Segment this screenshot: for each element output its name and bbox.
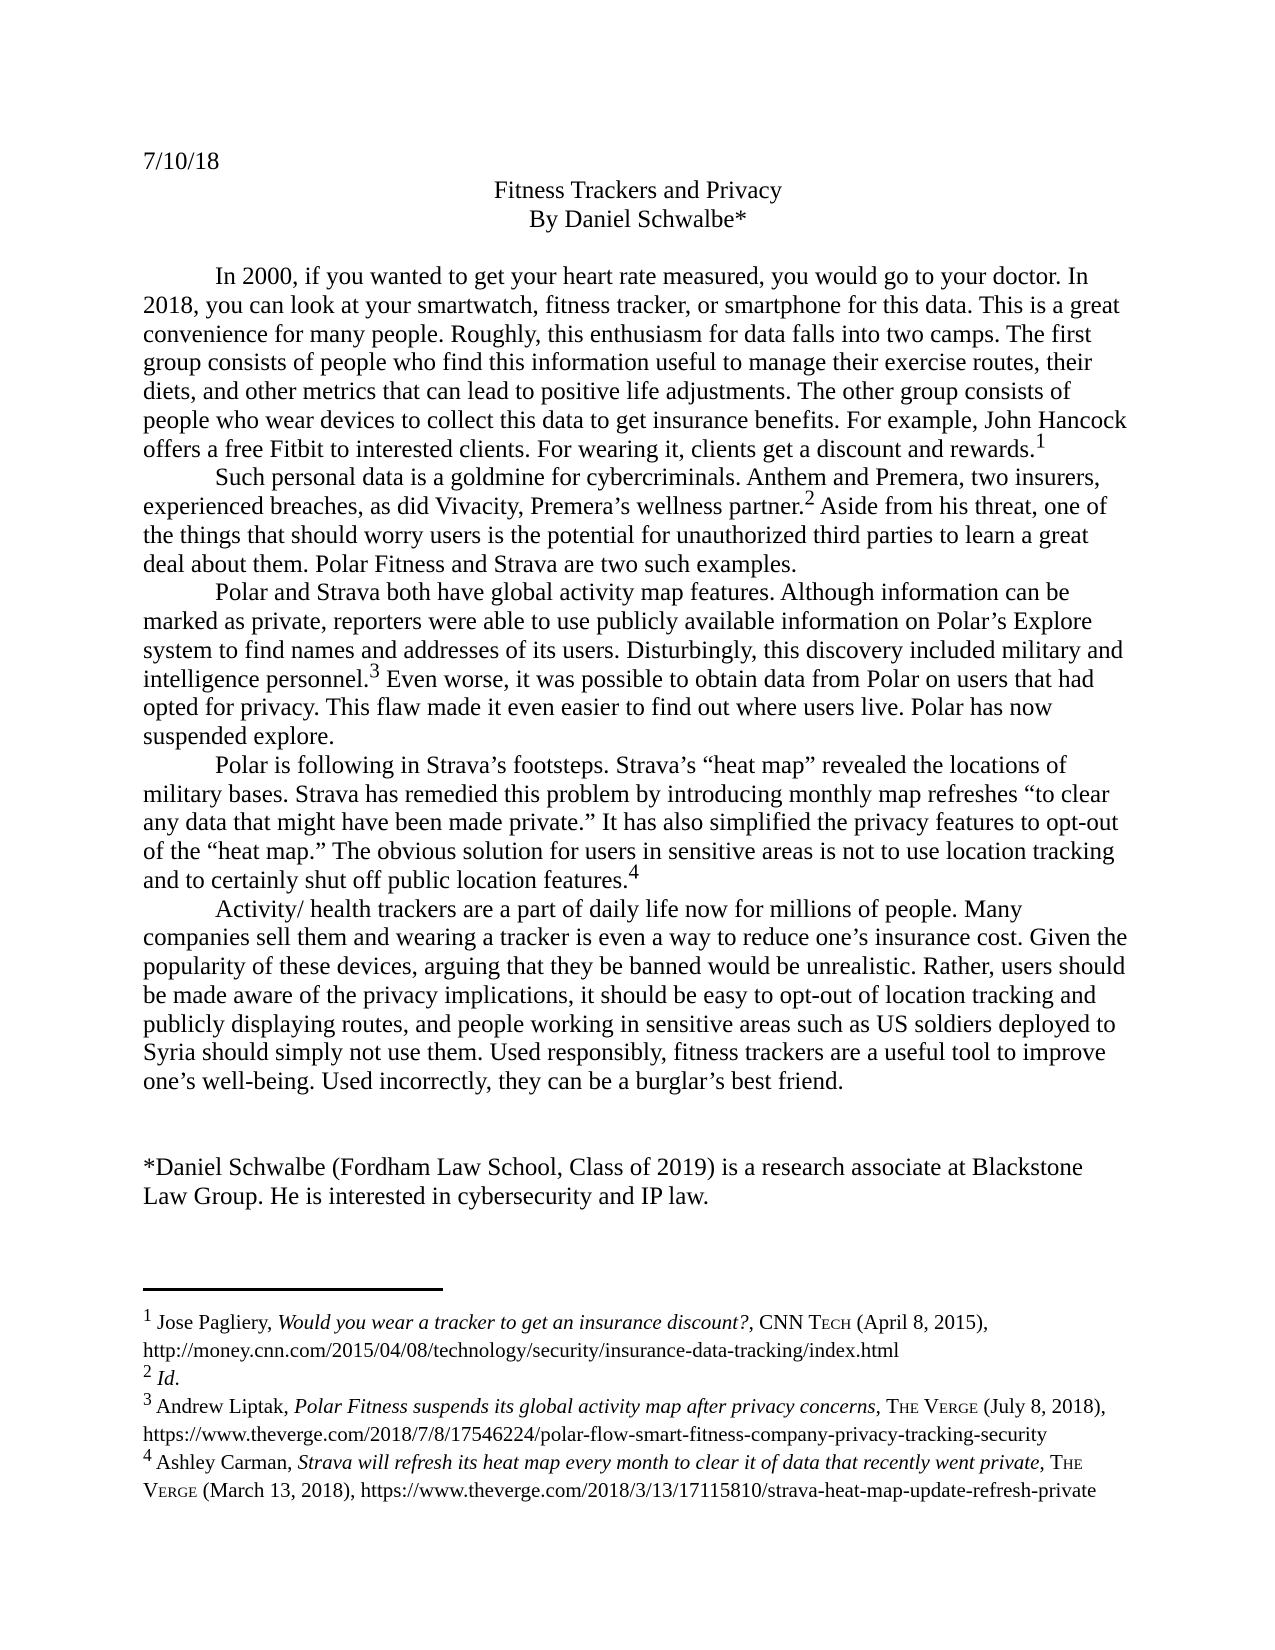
italic-text: Polar Fitness suspends its global activity map after privacy concerns — [294, 1393, 876, 1418]
footnote-item — [143, 1444, 1133, 1504]
footnote-ref: 1 — [1035, 428, 1046, 453]
footnote-marker: 3 — [143, 1388, 152, 1409]
text-run: Activity/ health trackers are a part of daily life now for millions of people. Many companies sell them and wearing a tracker is even a way to reduce one’s insurance cost. Given the popularity of these devices, arguing that they be banned would be unrealistic. Rather, users should be made aware of the privacy implications, it should be easy to opt-out of location tracking and publicly displaying routes, and people working in sensitive areas such as US soldiers deployed to Syria should simply not use them. Used responsibly, fitness trackers are a useful tool to improve one’s well-being. Used incorrectly, they can be a burglar’s best friend. — [143, 895, 1128, 1095]
text-run: (April 8, 2015), http://money.cnn.com/2015/04/08/technology/security/insurance-data-tracking/index.html — [143, 1309, 989, 1362]
doc-date: 7/10/18 — [143, 148, 220, 175]
text-run: Even worse, it was possible to obtain data from Polar on users that had opted for privacy. This flaw made it even easier to find out where users live. Polar has now suspended explore. — [143, 665, 1095, 750]
footnote-marker: 4 — [143, 1444, 152, 1465]
footnote-marker: 2 — [143, 1360, 152, 1381]
footnotes — [143, 1304, 1133, 1504]
text-run: , — [875, 1393, 887, 1418]
italic-text: Strava will refresh its heat map every month to clear it of data that recently went private — [297, 1449, 1040, 1474]
italic-text: Would you wear a tracker to get an insurance discount? — [277, 1309, 749, 1334]
body-paragraph — [143, 464, 1133, 579]
body-paragraph — [143, 896, 1133, 1097]
text-run: , — [1039, 1449, 1050, 1474]
text-run: . — [174, 1365, 180, 1390]
body-paragraph — [143, 263, 1133, 464]
footnote-item — [143, 1360, 1133, 1392]
text-run: , — [748, 1309, 760, 1334]
body-paragraphs — [143, 263, 1133, 1097]
footnote-item — [143, 1304, 1133, 1364]
footnote-item — [143, 1388, 1133, 1448]
author-note: *Daniel Schwalbe (Fordham Law School, Class of 2019) is a research associate at Blackstone Law Group. He is interested in cybersecurity and IP law. — [143, 1154, 1084, 1210]
smallcaps-text: The Verge — [886, 1393, 979, 1418]
text-run: (March 13, 2018), https://www.theverge.com/2018/3/13/17115810/strava-heat-map-update-refresh-private — [197, 1477, 1097, 1502]
footnote-ref: 2 — [804, 485, 815, 510]
doc-title: Fitness Trackers and Privacy — [493, 176, 783, 204]
smallcaps-text: The Verge — [143, 1449, 1083, 1502]
text-run: Polar is following in Strava’s footsteps. Strava’s “heat map” revealed the locations of military bases. Strava has remedied this problem by introducing monthly map refreshes “to clear any data that might have been made private.” It has also simplified the privacy features to opt-out of the “heat map.” The obvious solution for users in sensitive areas is not to use location tracking and to certainly shut off public location features. — [143, 751, 1119, 894]
smallcaps-text: CNN Tech — [759, 1309, 852, 1334]
footnote-ref: 3 — [369, 658, 380, 683]
text-run: Ashley Carman, — [155, 1449, 298, 1474]
text-run: Polar and Strava both have global activity map features. Although information can be marked as private, reporters were able to use publicly available information on Polar’s Explore system to find names and addresses of its users. Disturbingly, this discovery included military and intelligence personnel. — [143, 579, 1124, 693]
footnote-ref: 4 — [628, 859, 639, 884]
doc-byline: By Daniel Schwalbe* — [528, 205, 747, 233]
text-run: In 2000, if you wanted to get your heart rate measured, you would go to your doctor. In 2018, you can look at your smartwatch, fitness tracker, or smartphone for this data. This is a great convenience for many people. Roughly, this enthusiasm for data falls into two camps. The first group consists of people who find this information useful to manage their exercise routes, their diets, and other metrics that can lead to positive life adjustments. The other group consists of people who wear devices to collect this data to get insurance benefits. For example, John Hancock offers a free Fitbit to interested clients. For wearing it, clients get a discount and rewards. — [143, 263, 1127, 463]
text-run: Aside from his threat, one of the things that should worry users is the potential for unauthorized third parties to learn a great deal about them. Polar Fitness and Strava are two such examples. — [143, 493, 1108, 578]
footnote-separator — [143, 1288, 443, 1291]
body-paragraph — [143, 752, 1133, 896]
italic-text: Id — [157, 1365, 175, 1390]
footnote-marker: 1 — [143, 1304, 152, 1325]
text-run: Jose Pagliery, — [157, 1309, 278, 1334]
body-paragraph — [143, 579, 1133, 752]
text-run: (July 8, 2018), https://www.theverge.com/2018/7/8/17546224/polar-flow-smart-fitness-company-privacy-tracking-security — [143, 1393, 1106, 1446]
text-run: Andrew Liptak, — [155, 1393, 295, 1418]
text-run: Such personal data is a goldmine for cybercriminals. Anthem and Premera, two insurers, experienced breaches, as did Vivacity, Premera’s wellness partner. — [143, 464, 1101, 520]
